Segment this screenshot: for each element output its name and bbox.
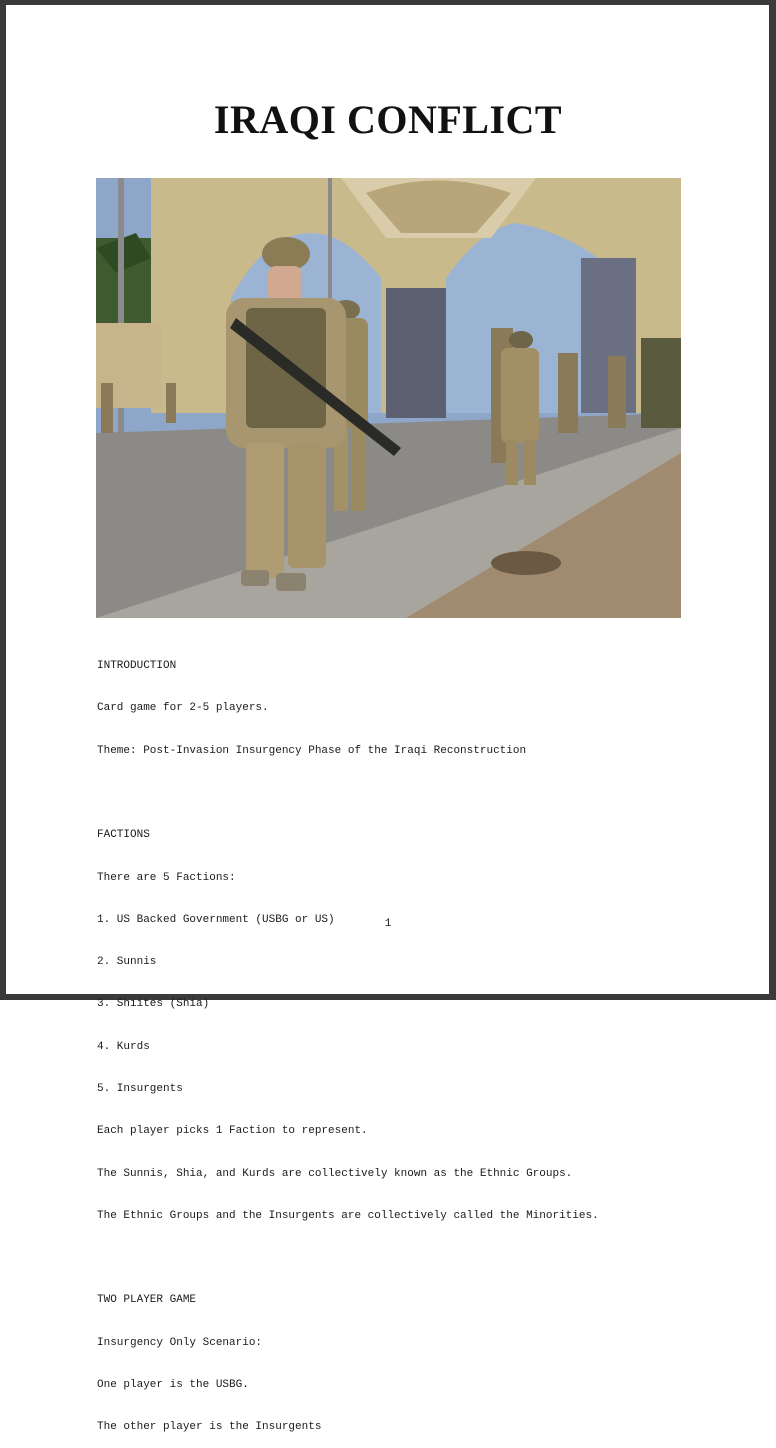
factions-line: 1. US Backed Government (USBG or US) — [97, 913, 335, 926]
intro-heading: INTRODUCTION — [97, 660, 177, 673]
photo-soldiers-patrol-at-gate — [96, 178, 681, 618]
factions-line: 5. Insurgents — [97, 1083, 183, 1095]
two-player-line: One player is the USBG. — [97, 1378, 249, 1391]
two-player-line: Insurgency Only Scenario: — [97, 1336, 263, 1349]
factions-line: 4. Kurds — [97, 1040, 150, 1053]
factions-line: 2. Sunnis — [97, 956, 157, 969]
factions-line: There are 5 Factions: — [97, 871, 236, 884]
intro-line: Card game for 2-5 players. — [97, 702, 269, 715]
page-number: 1 — [384, 918, 392, 930]
document-body — [97, 631, 737, 1448]
two-player-line: The other player is the Insurgents — [97, 1421, 322, 1434]
two-player-heading: TWO PLAYER GAME — [97, 1294, 197, 1307]
factions-line: The Sunnis, Shia, and Kurds are collectively known as the Ethnic Groups. — [97, 1167, 573, 1180]
page-title: IRAQI CONFLICT — [213, 97, 563, 142]
factions-line: Each player picks 1 Faction to represent. — [97, 1125, 368, 1138]
intro-line: Theme: Post-Invasion Insurgency Phase of the Iraqi Reconstruction — [97, 744, 527, 757]
factions-line: 3. Shiites (Shia) — [97, 998, 210, 1011]
cover-photo — [96, 178, 681, 618]
factions-line: The Ethnic Groups and the Insurgents are collectively called the Minorities. — [97, 1209, 599, 1222]
factions-heading: FACTIONS — [97, 829, 150, 842]
